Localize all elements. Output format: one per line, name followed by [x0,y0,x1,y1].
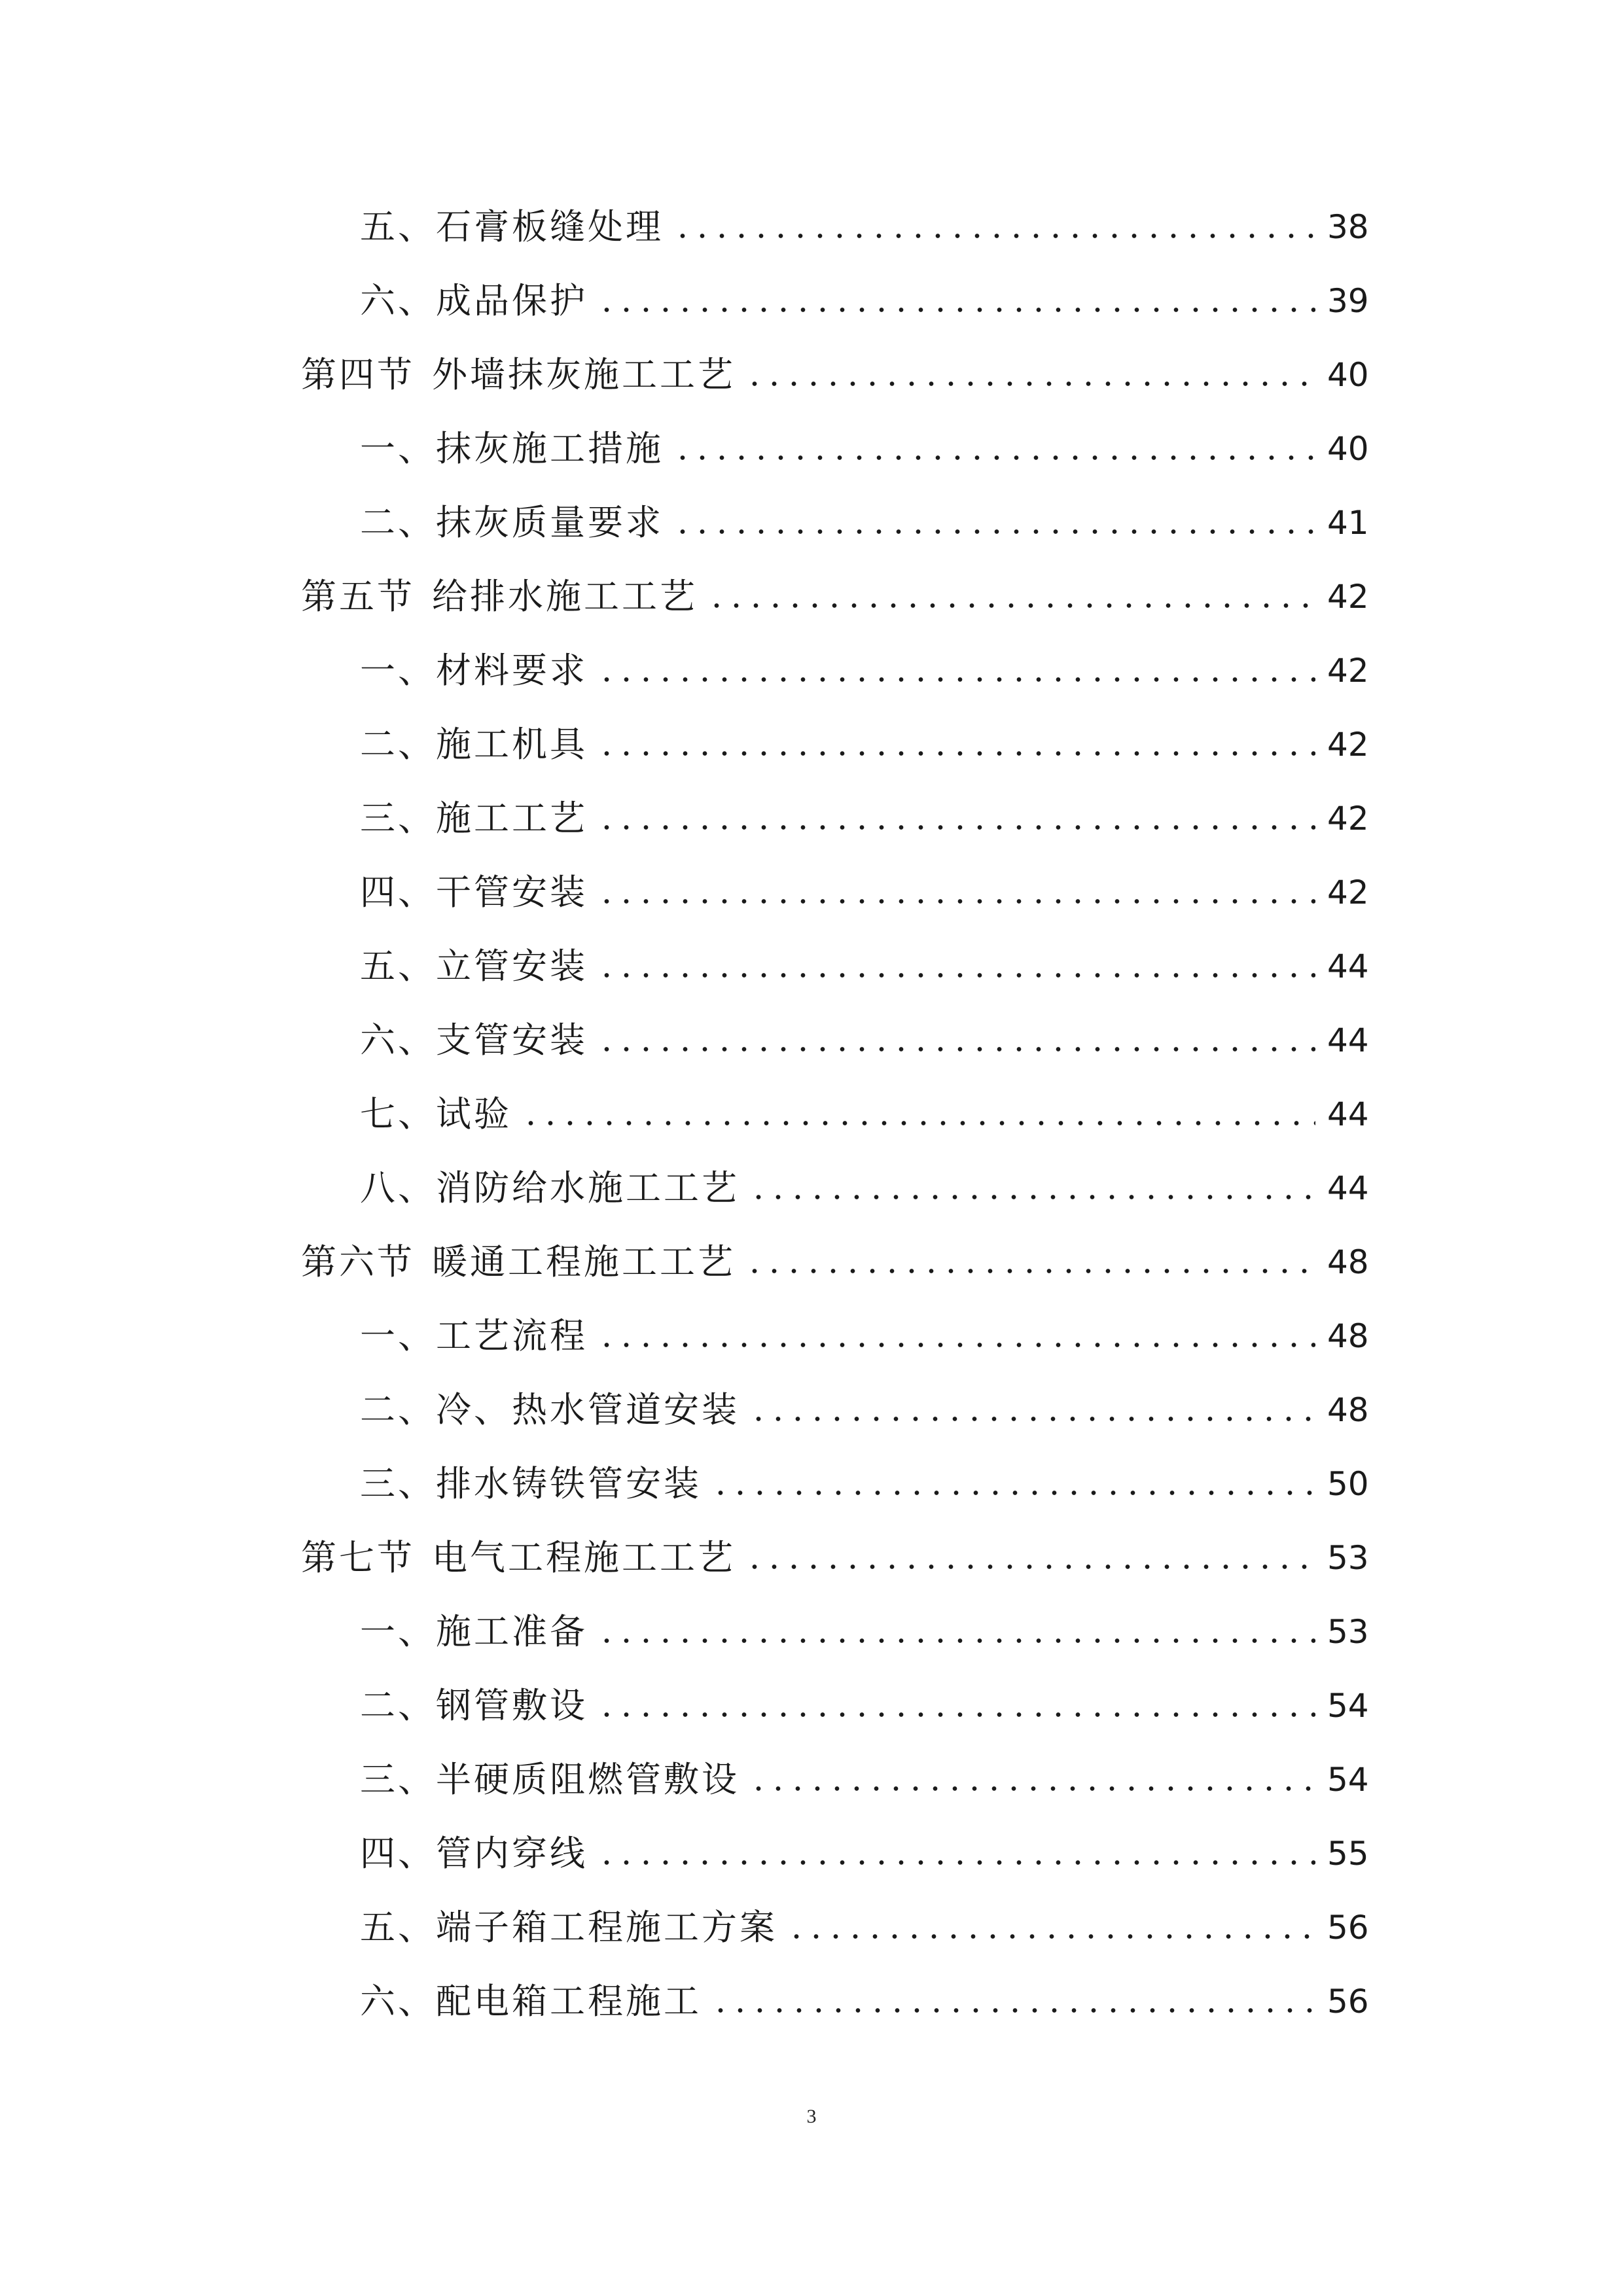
toc-entry-text: 抹灰施工措施 [436,427,664,469]
toc-entry-page-number: 44 [1327,947,1369,985]
toc-entry-text: 外墙抹灰施工工艺 [432,353,736,395]
toc-subsection-entry[interactable] [0,486,1623,559]
toc-entry-title [360,1980,702,2022]
toc-entry-title [360,1093,512,1135]
dot-leader [597,1614,1315,1650]
toc-entry-page-number: 54 [1327,1760,1369,1799]
toc-subsection-entry[interactable] [0,1447,1623,1521]
toc-subsection-entry[interactable] [0,190,1623,264]
toc-entry-page-number: 55 [1327,1834,1369,1873]
dot-leader [597,875,1315,910]
toc-entry-page-number: 42 [1327,725,1369,764]
toc-subsection-entry[interactable] [0,633,1623,707]
dot-leader [673,431,1315,467]
toc-entry-page-number: 48 [1327,1243,1369,1281]
dot-leader [711,1466,1315,1502]
toc-entry-prefix: 六、 [360,1019,436,1061]
toc-section-entry[interactable] [0,338,1623,412]
toc-entry-title [360,1610,588,1652]
dot-leader [745,1540,1315,1576]
toc-entry-title [301,353,736,395]
toc-entry-text: 端子箱工程施工方案 [436,1906,777,1948]
toc-subsection-entry[interactable] [0,264,1623,338]
toc-entry-page-number: 42 [1327,873,1369,911]
toc-entry-page-number: 44 [1327,1095,1369,1133]
toc-entry-prefix: 三、 [360,797,436,839]
toc-entry-title [360,501,664,543]
table-of-contents [0,190,1623,2038]
dot-leader [749,1171,1315,1206]
dot-leader [597,1688,1315,1723]
toc-entry-title [301,575,698,617]
toc-section-entry[interactable] [0,1225,1623,1299]
toc-subsection-entry[interactable] [0,929,1623,1003]
toc-entry-page-number: 56 [1327,1982,1369,2021]
dot-leader [711,1984,1315,2019]
toc-section-entry[interactable] [0,559,1623,633]
toc-subsection-entry[interactable] [0,1151,1623,1225]
toc-subsection-entry[interactable] [0,855,1623,929]
toc-entry-title [360,1758,740,1800]
dot-leader [597,1836,1315,1871]
dot-leader [749,1762,1315,1797]
toc-entry-title [360,427,664,469]
toc-entry-title [360,1315,588,1356]
toc-section-entry[interactable] [0,1521,1623,1595]
toc-entry-page-number: 40 [1327,429,1369,468]
toc-entry-text: 电气工程施工工艺 [432,1536,736,1578]
toc-entry-text: 材料要求 [436,649,588,691]
toc-entry-text: 配电箱工程施工 [436,1980,702,2022]
dot-leader [787,1910,1315,1945]
toc-entry-page-number: 48 [1327,1390,1369,1429]
toc-entry-prefix: 第四节 [301,353,415,395]
toc-entry-page-number: 54 [1327,1686,1369,1725]
toc-entry-text: 冷、热水管道安装 [436,1388,740,1430]
toc-entry-page-number: 39 [1327,281,1369,320]
toc-entry-title [360,279,588,321]
toc-entry-title [360,797,588,839]
toc-entry-page-number: 40 [1327,355,1369,394]
toc-entry-prefix: 二、 [360,501,436,543]
dot-leader [597,653,1315,688]
toc-entry-page-number: 41 [1327,503,1369,542]
toc-entry-text: 抹灰质量要求 [436,501,664,543]
page-number: 3 [806,2106,817,2127]
toc-entry-prefix: 第五节 [301,575,415,617]
dot-leader [707,579,1315,614]
toc-entry-prefix: 一、 [360,1610,436,1652]
toc-entry-title [360,1388,740,1430]
toc-entry-text: 施工工艺 [436,797,588,839]
toc-entry-prefix: 一、 [360,1315,436,1356]
dot-leader [745,357,1315,393]
toc-entry-prefix: 七、 [360,1093,436,1135]
toc-entry-text: 半硬质阻燃管敷设 [436,1758,740,1800]
toc-entry-text: 消防给水施工工艺 [436,1167,740,1209]
toc-entry-prefix: 第七节 [301,1536,415,1578]
toc-entry-text: 支管安装 [436,1019,588,1061]
dot-leader [597,727,1315,762]
toc-entry-page-number: 44 [1327,1169,1369,1207]
toc-entry-title [360,1462,702,1504]
toc-entry-title [360,1019,588,1061]
toc-entry-text: 干管安装 [436,871,588,913]
toc-subsection-entry[interactable] [0,412,1623,486]
toc-entry-prefix: 六、 [360,1980,436,2022]
dot-leader [597,949,1315,984]
toc-entry-page-number: 38 [1327,207,1369,246]
toc-entry-title [360,1684,588,1726]
toc-entry-prefix: 四、 [360,871,436,913]
toc-subsection-entry[interactable] [0,1299,1623,1373]
toc-entry-prefix: 五、 [360,1906,436,1948]
toc-entry-title [301,1536,736,1578]
toc-entry-page-number: 53 [1327,1538,1369,1577]
toc-subsection-entry[interactable] [0,1003,1623,1077]
toc-entry-page-number: 42 [1327,799,1369,838]
toc-subsection-entry[interactable] [0,1742,1623,1816]
toc-entry-text: 施工准备 [436,1610,588,1652]
dot-leader [597,801,1315,836]
toc-subsection-entry[interactable] [0,1077,1623,1151]
dot-leader [673,209,1315,245]
toc-entry-prefix: 六、 [360,279,436,321]
toc-subsection-entry[interactable] [0,1373,1623,1447]
dot-leader [597,283,1315,319]
toc-entry-prefix: 八、 [360,1167,436,1209]
toc-entry-text: 排水铸铁管安装 [436,1462,702,1504]
toc-entry-text: 石膏板缝处理 [436,205,664,247]
toc-subsection-entry[interactable] [0,1595,1623,1669]
toc-subsection-entry[interactable] [0,707,1623,781]
toc-entry-title [360,1167,740,1209]
toc-entry-text: 试验 [436,1093,512,1135]
toc-entry-prefix: 三、 [360,1758,436,1800]
toc-entry-text: 施工机具 [436,723,588,765]
toc-entry-prefix: 二、 [360,1388,436,1430]
toc-entry-prefix: 四、 [360,1832,436,1874]
toc-entry-text: 管内穿线 [436,1832,588,1874]
toc-entry-page-number: 42 [1327,651,1369,690]
dot-leader [521,1097,1315,1132]
toc-entry-title [301,1241,736,1282]
toc-entry-text: 成品保护 [436,279,588,321]
toc-entry-page-number: 53 [1327,1612,1369,1651]
toc-entry-prefix: 一、 [360,427,436,469]
toc-entry-title [360,1906,777,1948]
toc-entry-prefix: 二、 [360,723,436,765]
toc-entry-prefix: 三、 [360,1462,436,1504]
toc-entry-title [360,649,588,691]
toc-entry-page-number: 44 [1327,1021,1369,1059]
toc-entry-title [360,205,664,247]
toc-entry-title [360,723,588,765]
toc-entry-text: 立管安装 [436,945,588,987]
toc-entry-prefix: 一、 [360,649,436,691]
toc-entry-prefix: 二、 [360,1684,436,1726]
toc-entry-title [360,1832,588,1874]
dot-leader [597,1318,1315,1354]
toc-entry-page-number: 48 [1327,1316,1369,1355]
dot-leader [745,1245,1315,1280]
toc-entry-text: 工艺流程 [436,1315,588,1356]
toc-subsection-entry[interactable] [0,1816,1623,1890]
toc-entry-text: 给排水施工工艺 [432,575,698,617]
toc-entry-prefix: 第六节 [301,1241,415,1282]
dot-leader [673,505,1315,540]
toc-subsection-entry[interactable] [0,1964,1623,2038]
toc-entry-page-number: 50 [1327,1464,1369,1503]
toc-entry-title [360,945,588,987]
dot-leader [749,1392,1315,1428]
toc-entry-prefix: 五、 [360,945,436,987]
toc-subsection-entry[interactable] [0,781,1623,855]
toc-subsection-entry[interactable] [0,1890,1623,1964]
toc-entry-page-number: 56 [1327,1908,1369,1947]
dot-leader [597,1023,1315,1058]
toc-entry-prefix: 五、 [360,205,436,247]
toc-entry-page-number: 42 [1327,577,1369,616]
toc-subsection-entry[interactable] [0,1669,1623,1742]
toc-entry-text: 暖通工程施工工艺 [432,1241,736,1282]
toc-entry-title [360,871,588,913]
toc-entry-text: 钢管敷设 [436,1684,588,1726]
